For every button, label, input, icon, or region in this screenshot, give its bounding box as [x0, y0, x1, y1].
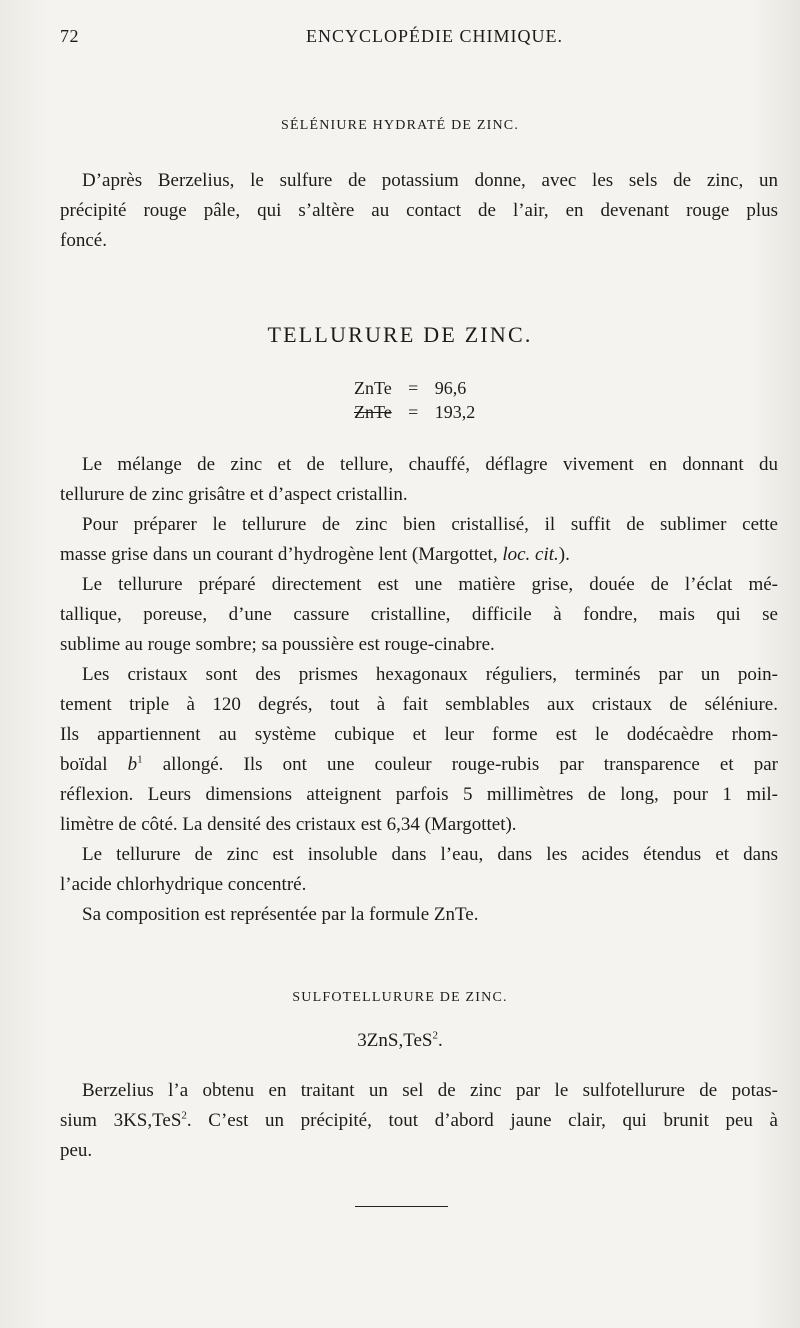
formula-znte-2: [354, 400, 494, 424]
formula-value: 96,6: [434, 378, 467, 398]
text-line: [60, 750, 778, 780]
paragraph-sulfotellurure: [60, 1076, 778, 1166]
formula-sulfotellurure: [0, 1030, 800, 1052]
running-title: ENCYCLOPÉDIE CHIMIQUE.: [306, 26, 563, 46]
text-line: [60, 540, 778, 570]
formula-equals: =: [408, 402, 419, 422]
text-line: précipité rouge pâle, qui s’altère au contact de l’air, en devenant rouge plus: [60, 200, 778, 221]
superscript: 2: [432, 1029, 438, 1042]
text-line: Sa composition est représentée par la formule ZnTe.: [82, 904, 479, 925]
text-fragment: sium 3KS,TeS: [60, 1110, 182, 1131]
page-header: [60, 26, 760, 52]
reference-italic: loc. cit.: [502, 544, 559, 565]
paragraph-tellurure-3: [60, 570, 778, 660]
text-line: D’après Berzelius, le sulfure de potassium donne, avec les sels de zinc, un: [82, 170, 778, 191]
text-line: tallique, poreuse, d’une cassure cristalline, difficile à fondre, mais qui se: [60, 604, 778, 625]
formula-equals: =: [408, 378, 419, 398]
paragraph-seleniure: [60, 166, 778, 256]
text-line: peu.: [60, 1140, 93, 1161]
page-number: 72: [60, 26, 79, 46]
superscript: 1: [137, 753, 143, 766]
text-line: Pour préparer le tellurure de zinc bien cristallisé, il suffit de sublimer cette: [82, 514, 778, 535]
formula-left: ZnTe: [354, 378, 392, 398]
formula-znte-1: [354, 376, 494, 400]
text-line: foncé.: [60, 230, 107, 251]
text-line: Le tellurure préparé directement est une matière grise, douée de l’éclat mé-: [82, 574, 778, 595]
end-divider: [355, 1206, 448, 1207]
formula-left: ZnTe: [354, 402, 392, 422]
paragraph-tellurure-5: [60, 840, 778, 900]
paragraph-tellurure-6: [60, 900, 778, 930]
text-line: réflexion. Leurs dimensions atteignent parfois 5 millimètres de long, pour 1 mil-: [60, 784, 778, 805]
crystal-notation: b: [127, 754, 138, 775]
text-fragment: allongé. Ils ont une couleur rouge-rubis par transparence et par: [142, 754, 778, 775]
text-fragment: ).: [558, 544, 570, 565]
text-line: [60, 1106, 778, 1136]
text-line: tellurure de zinc grisâtre et d’aspect cristallin.: [60, 484, 408, 505]
formula-main: 3ZnS,TeS: [357, 1030, 433, 1051]
paragraph-tellurure-1: [60, 450, 778, 510]
paragraph-tellurure-4: [60, 660, 778, 840]
section-title-tellurure: TELLURURE DE ZINC.: [267, 322, 533, 347]
text-line: Le tellurure de zinc est insoluble dans l’eau, dans les acides étendus et dans: [82, 844, 778, 865]
section-title-seleniure: SÉLÉNIURE HYDRATÉ DE ZINC.: [280, 118, 520, 133]
paragraph-tellurure-2: [60, 510, 778, 570]
text-line: Le mélange de zinc et de tellure, chauffé, déflagre vivement en donnant du: [82, 454, 778, 475]
text-line: l’acide chlorhydrique concentré.: [60, 874, 307, 895]
text-fragment: masse grise dans un courant d’hydrogène lent (Margottet,: [60, 544, 503, 565]
superscript: 2: [181, 1109, 187, 1122]
text-line: limètre de côté. La densité des cristaux est 6,34 (Margottet).: [60, 814, 517, 835]
text-fragment: boïdal: [60, 754, 128, 775]
text-fragment: . C’est un précipité, tout d’abord jaune clair, qui brunit peu à: [186, 1110, 778, 1131]
text-line: Ils appartiennent au système cubique et leur forme est le dodécaèdre rhom-: [60, 724, 778, 745]
text-line: tement triple à 120 degrés, tout à fait semblables aux cristaux de séléniure.: [60, 694, 778, 715]
text-line: Les cristaux sont des prismes hexagonaux réguliers, terminés par un poin-: [82, 664, 778, 685]
formula-value: 193,2: [434, 402, 476, 422]
text-line: sublime au rouge sombre; sa poussière est rouge-cinabre.: [60, 634, 495, 655]
formula-end: .: [437, 1030, 443, 1051]
section-title-sulfotellurure: SULFOTELLURURE DE ZINC.: [292, 990, 508, 1005]
text-line: Berzelius l’a obtenu en traitant un sel de zinc par le sulfotellurure de potas-: [82, 1080, 778, 1101]
